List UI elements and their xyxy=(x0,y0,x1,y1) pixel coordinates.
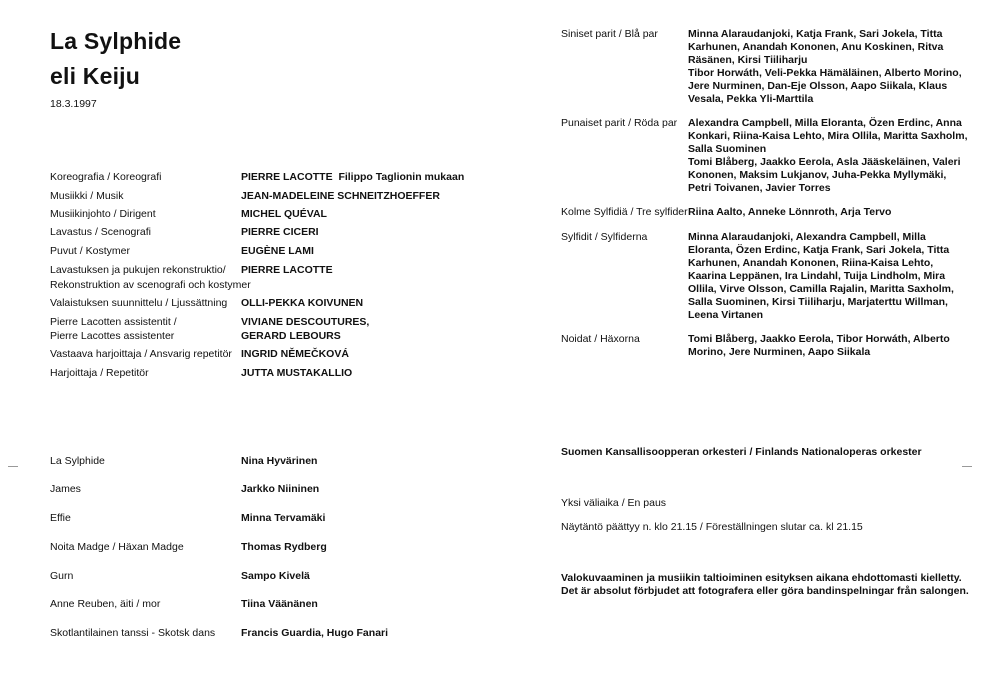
ensemble-members: Alexandra Campbell, Milla Eloranta, Özen Erdinc, Anna Konkari, Riina-Kaisa Lehto, Mira Ollila, Maritta Saxholm, Salla Suominen Tomi Blåberg, Jaakko Eerola, Asla Jääskeläinen, Valeri Kononen, Maksim Lukjanov, Juha-Pekka Myllymäki, Petri Toivanen, Javier Torres xyxy=(688,117,968,194)
credit-value: PIERRE CICERI xyxy=(241,226,319,238)
role-dancer: Thomas Rydberg xyxy=(241,541,327,553)
role-label: Gurn xyxy=(50,570,74,582)
ensemble-label: Kolme Sylfidiä / Tre sylfider xyxy=(561,206,688,218)
fold-mark xyxy=(8,466,18,467)
recording-notice-sv: Det är absolut förbjudet att fotografera eller göra bandinspelningar från salongen. xyxy=(561,585,969,597)
intermission-info: Yksi väliaika / En paus xyxy=(561,497,667,509)
ensemble-members: Riina Aalto, Anneke Lönnroth, Arja Tervo xyxy=(688,206,892,218)
ensemble-label: Sylfidit / Sylfiderna xyxy=(561,231,648,243)
recording-notice-fi: Valokuvaaminen ja musiikin taltioiminen esityksen aikana ehdottomasti kielletty. xyxy=(561,572,962,584)
role-dancer: Sampo Kivelä xyxy=(241,570,310,582)
credit-label: Musiikinjohto / Dirigent xyxy=(50,208,156,220)
credit-label: Koreografia / Koreografi xyxy=(50,171,162,183)
credit-label: Vastaava harjoittaja / Ansvarig repetitör xyxy=(50,348,232,360)
credit-value: PIERRE LACOTTE xyxy=(241,264,333,276)
credit-label: Rekonstruktion av scenografi och kostymer xyxy=(50,279,251,291)
credit-label: Puvut / Kostymer xyxy=(50,245,130,257)
role-label: Noita Madge / Häxan Madge xyxy=(50,541,184,553)
credit-label: Harjoittaja / Repetitör xyxy=(50,367,149,379)
credit-value: EUGÈNE LAMI xyxy=(241,245,314,257)
credit-value: GERARD LEBOURS xyxy=(241,330,341,342)
role-label: Anne Reuben, äiti / mor xyxy=(50,598,161,610)
ballet-subtitle: eli Keiju xyxy=(50,63,140,89)
ensemble-label: Siniset parit / Blå par xyxy=(561,28,658,40)
credit-value: INGRID NĚMEČKOVÁ xyxy=(241,348,349,360)
role-label: La Sylphide xyxy=(50,455,105,467)
credit-value: JEAN-MADELEINE SCHNEITZHOEFFER xyxy=(241,190,440,202)
ensemble-members: Minna Alaraudanjoki, Katja Frank, Sari Jokela, Titta Karhunen, Anandah Kononen, Anu Koskinen, Ritva Räsänen, Kirsi Tiiliharju Tibor Horwáth, Veli-Pekka Hämäläinen, Alberto Morino, Jere Nurminen, Dan-Eje Olsson, Aapo Siikala, Klaus Vesala, Pekka Yli-Marttila xyxy=(688,28,962,105)
ensemble-label: Punaiset parit / Röda par xyxy=(561,117,678,129)
credit-label: Lavastuksen ja pukujen rekonstruktio/ xyxy=(50,264,226,276)
role-dancer: Francis Guardia, Hugo Fanari xyxy=(241,627,389,639)
credit-label: Pierre Lacottes assistenter xyxy=(50,330,175,342)
role-dancer: Tiina Väänänen xyxy=(241,598,318,610)
ensemble-label: Noidat / Häxorna xyxy=(561,333,640,345)
role-dancer: Jarkko Niininen xyxy=(241,483,320,495)
role-dancer: Nina Hyvärinen xyxy=(241,455,318,467)
role-label: Skotlantilainen tanssi - Skotsk dans xyxy=(50,627,216,639)
ballet-title: La Sylphide xyxy=(50,28,182,54)
orchestra-credit: Suomen Kansallisoopperan orkesteri / Finlands Nationaloperas orkester xyxy=(561,446,922,458)
ensemble-members: Minna Alaraudanjoki, Alexandra Campbell, Milla Eloranta, Özen Erdinc, Katja Frank, Sari Jokela, Titta Karhunen, Anandah Kononen, Riina-Kaisa Lehto, Kaarina Leppänen, Ira Lindahl, Tuija Lindholm, Mira Ollila, Virve Olsson, Camilla Rajalin, Maritta Saxholm, Salla Suominen, Kirsi Tiiliharju, Marjaterttu Willman, Leena Virtanen xyxy=(688,231,954,321)
role-label: James xyxy=(50,483,81,495)
fold-mark xyxy=(962,466,972,467)
role-dancer: Minna Tervamäki xyxy=(241,512,326,524)
credit-value: VIVIANE DESCOUTURES, xyxy=(241,316,370,328)
credit-note: Filippo Taglionin mukaan xyxy=(338,171,465,183)
end-time-info: Näytäntö päättyy n. klo 21.15 / Föreställningen slutar ca. kl 21.15 xyxy=(561,521,863,533)
credit-label: Valaistuksen suunnittelu / Ljussättning xyxy=(50,297,228,309)
credit-value: JUTTA MUSTAKALLIO xyxy=(241,367,353,379)
credit-label: Musiikki / Musik xyxy=(50,190,124,202)
credit-label: Lavastus / Scenografi xyxy=(50,226,151,238)
credit-label: Pierre Lacotten assistentit / xyxy=(50,316,177,328)
performance-date: 18.3.1997 xyxy=(50,98,97,110)
credit-value: MICHEL QUÉVAL xyxy=(241,208,327,220)
role-label: Effie xyxy=(50,512,71,524)
ensemble-members: Tomi Blåberg, Jaakko Eerola, Tibor Horwáth, Alberto Morino, Jere Nurminen, Aapo Siikala xyxy=(688,333,950,358)
credit-value: PIERRE LACOTTE Filippo Taglionin mukaan xyxy=(241,171,465,183)
credit-value: OLLI-PEKKA KOIVUNEN xyxy=(241,297,364,309)
